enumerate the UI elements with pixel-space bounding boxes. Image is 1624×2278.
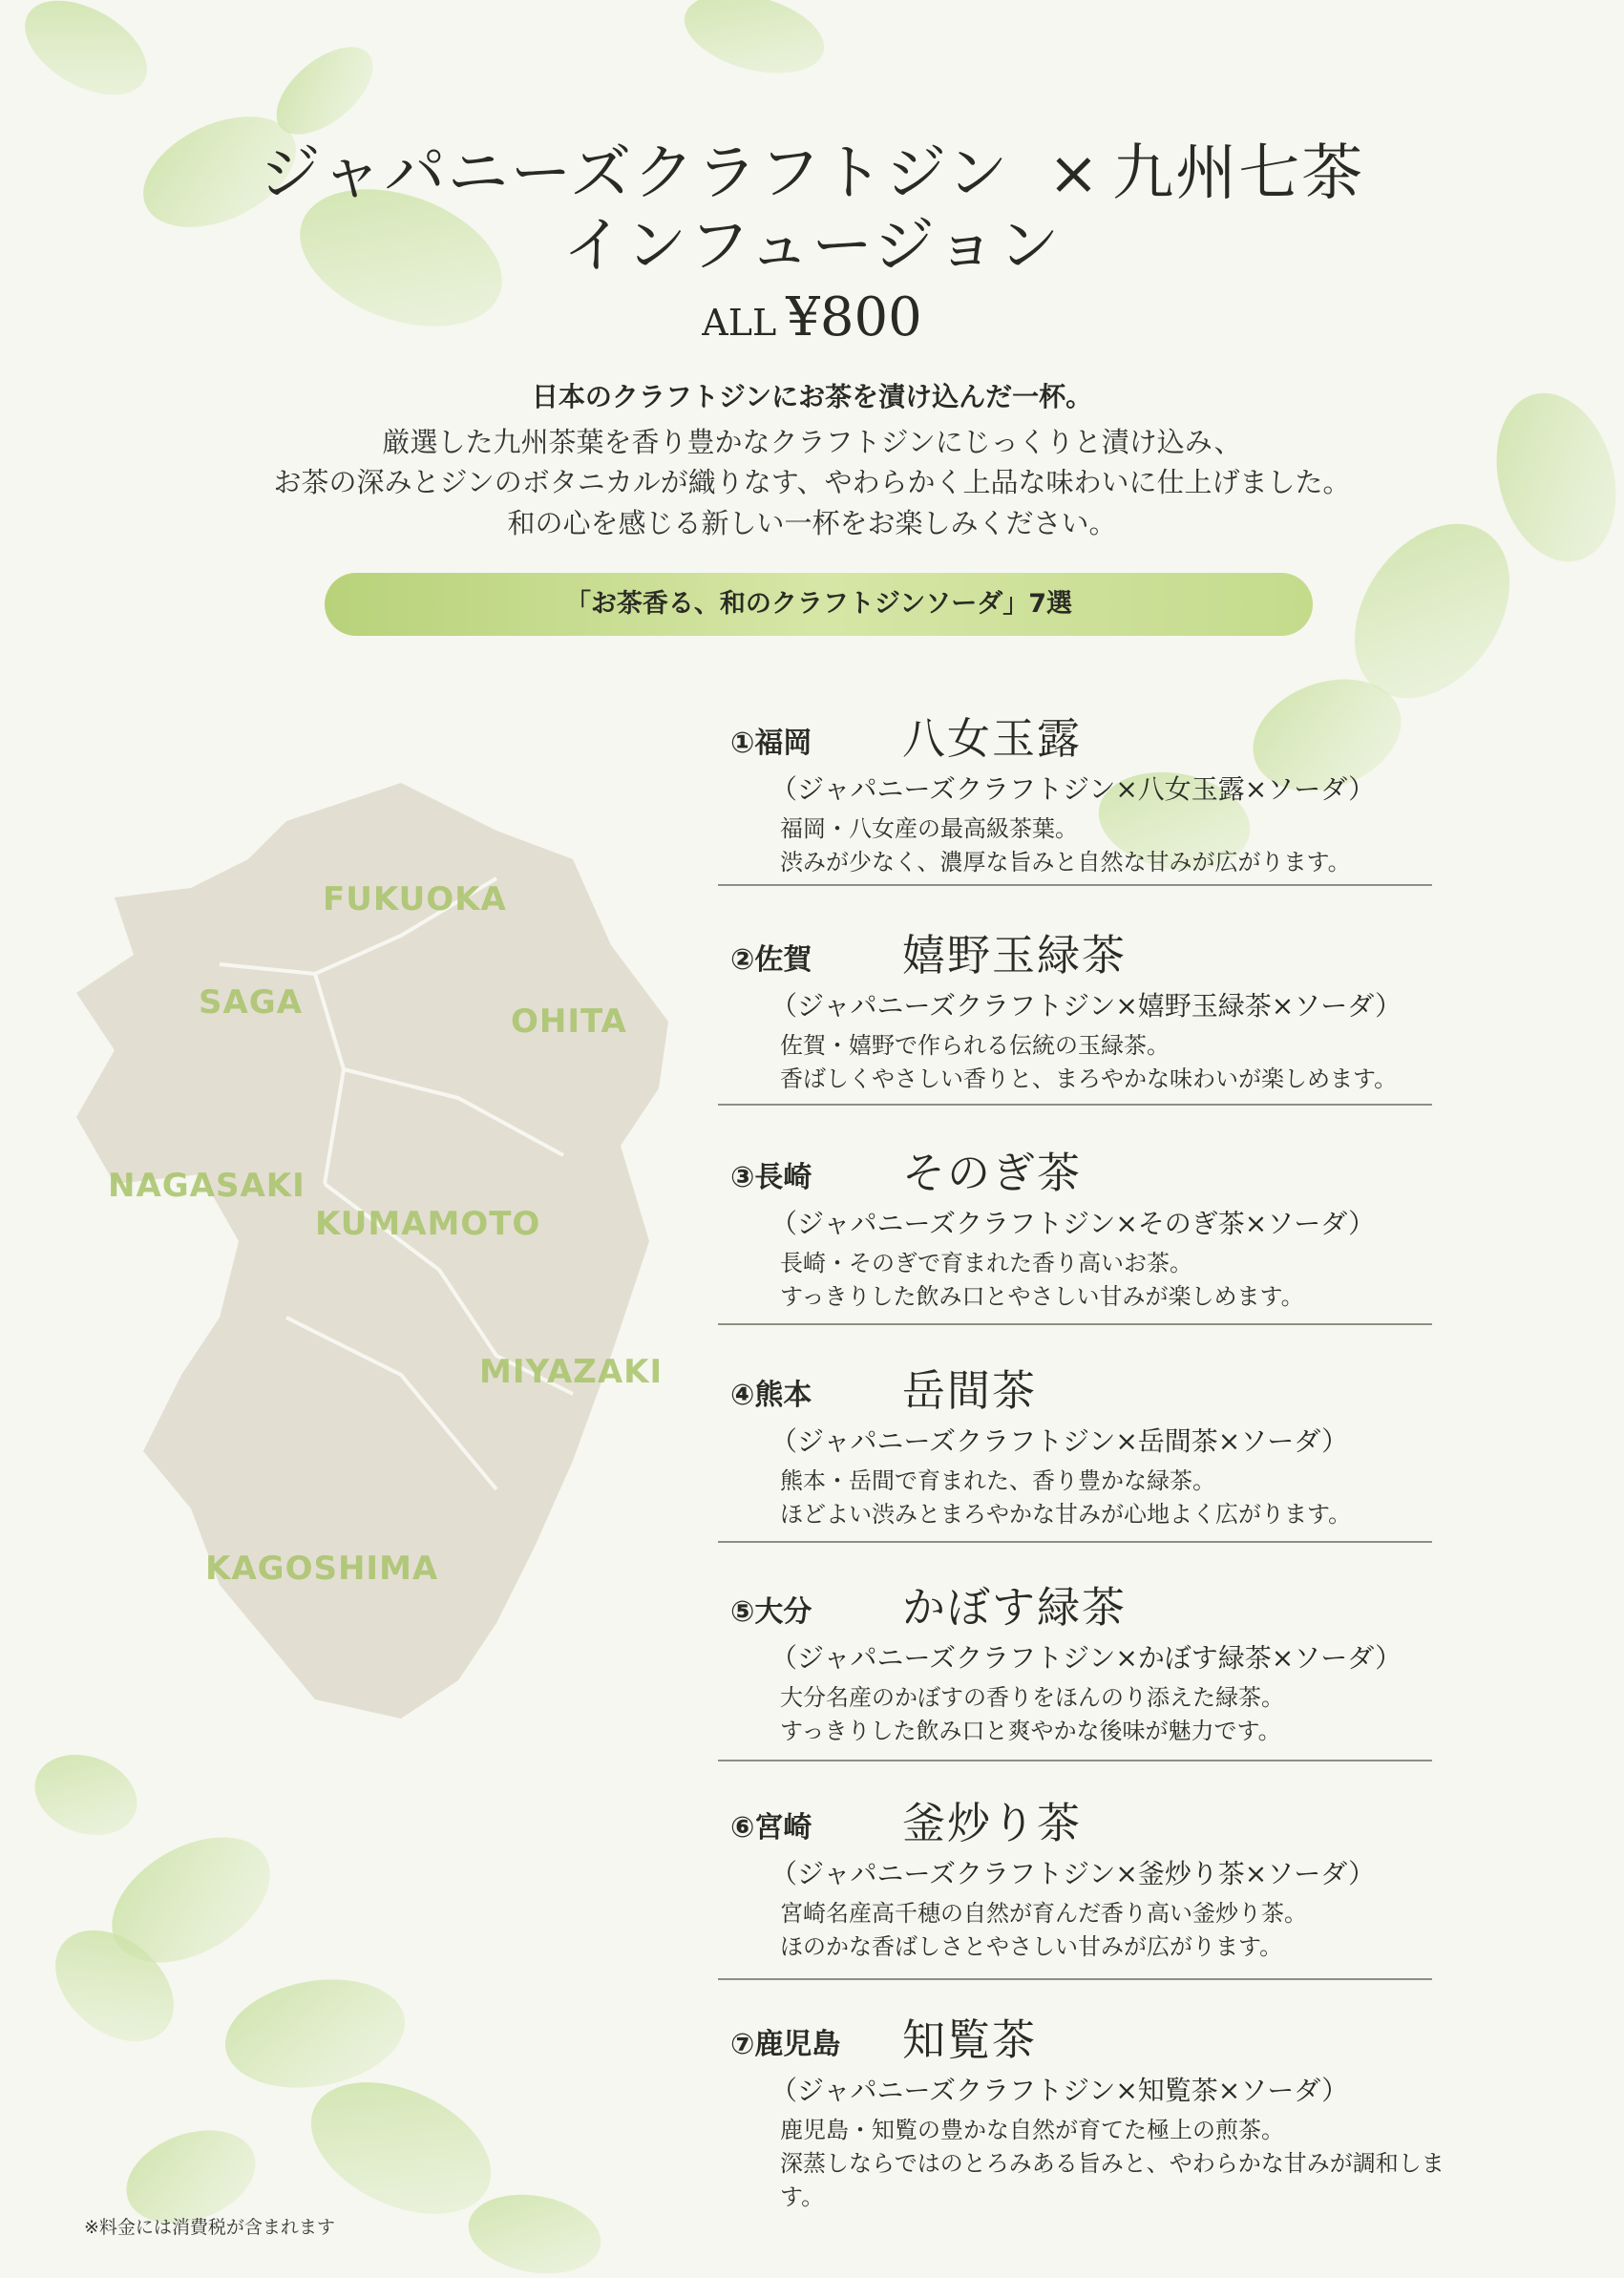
tax-footnote: ※料金には消費税が含まれます bbox=[84, 2217, 335, 2238]
item-desc-line: 宮崎名産高千穂の自然が育んだ香り高い釜炒り茶。 bbox=[780, 1900, 1307, 1927]
item-desc-line: 熊本・岳間で育まれた、香り豊かな緑茶。 bbox=[780, 1467, 1215, 1494]
intro-line: お茶の深みとジンのボタニカルが織りなす、やわらかく上品な味わいに仕上げました。 bbox=[273, 466, 1351, 498]
item-number-region: ⑥宮崎 bbox=[730, 1811, 812, 1845]
item-number-region: ⑦鹿児島 bbox=[730, 2028, 841, 2061]
item-recipe: （ジャパニーズクラフトジン×岳間茶×ソーダ） bbox=[770, 1425, 1349, 1457]
item-number-region: ③長崎 bbox=[730, 1161, 812, 1194]
item-recipe: （ジャパニーズクラフトジン×八女玉露×ソーダ） bbox=[770, 773, 1376, 805]
item-number-region: ②佐賀 bbox=[730, 943, 812, 977]
item-recipe: （ジャパニーズクラフトジン×知覧茶×ソーダ） bbox=[770, 2075, 1349, 2106]
map-label-nagasaki: NAGASAKI bbox=[108, 1167, 306, 1205]
item-name: 知覧茶 bbox=[902, 2014, 1038, 2065]
item-desc-line: 香ばしくやさしい香りと、まろやかな味わいが楽しめます。 bbox=[780, 1065, 1398, 1092]
item-name: 嬉野玉緑茶 bbox=[902, 930, 1128, 981]
map-label-kumamoto: KUMAMOTO bbox=[315, 1205, 541, 1243]
intro-line: 和の心を感じる新しい一杯をお楽しみください。 bbox=[507, 507, 1117, 539]
intro-line: 厳選した九州茶葉を香り豊かなクラフトジンにじっくりと漬け込み、 bbox=[382, 426, 1242, 458]
menu-item bbox=[730, 702, 1456, 879]
item-recipe: （ジャパニーズクラフトジン×釜炒り茶×ソーダ） bbox=[770, 1858, 1376, 1889]
item-desc-line: 佐賀・嬉野で作られる伝統の玉緑茶。 bbox=[780, 1032, 1170, 1059]
title-gin: ジャパニーズクラフトジン bbox=[259, 138, 1010, 209]
item-desc-line: 大分名産のかぼすの香りをほんのり添えた緑茶。 bbox=[780, 1684, 1284, 1711]
item-recipe: （ジャパニーズクラフトジン×嬉野玉緑茶×ソーダ） bbox=[770, 990, 1403, 1022]
item-name: 岳間茶 bbox=[902, 1365, 1038, 1416]
menu-item bbox=[730, 1571, 1456, 1748]
item-recipe: （ジャパニーズクラフトジン×かぼす緑茶×ソーダ） bbox=[770, 1642, 1403, 1674]
map-label-ohita: OHITA bbox=[511, 1002, 627, 1041]
item-name: 釜炒り茶 bbox=[902, 1798, 1083, 1848]
item-desc-line: 鹿児島・知覧の豊かな自然が育てた極上の煎茶。 bbox=[780, 2117, 1284, 2143]
divider bbox=[718, 1978, 1432, 1980]
item-description bbox=[780, 1897, 1456, 1964]
title-cross: × bbox=[1047, 138, 1102, 209]
item-description bbox=[780, 1681, 1456, 1748]
divider bbox=[718, 1104, 1432, 1106]
divider bbox=[718, 1760, 1432, 1761]
item-number-region: ⑤大分 bbox=[730, 1595, 812, 1629]
item-description bbox=[780, 1465, 1456, 1531]
divider bbox=[718, 1541, 1432, 1543]
item-desc-line: 長崎・そのぎで育まれた香り高いお茶。 bbox=[780, 1250, 1192, 1276]
item-number-region: ④熊本 bbox=[730, 1379, 812, 1412]
item-name: そのぎ茶 bbox=[902, 1148, 1083, 1198]
section-banner: 「お茶香る、和のクラフトジンソーダ」7選 bbox=[325, 573, 1313, 636]
item-desc-line: 渋みが少なく、濃厚な旨みと自然な甘みが広がります。 bbox=[780, 849, 1351, 875]
title-tea: 九州七茶 bbox=[1112, 138, 1365, 209]
menu-title-line2: インフュージョン bbox=[562, 211, 1062, 282]
item-recipe: （ジャパニーズクラフトジン×そのぎ茶×ソーダ） bbox=[770, 1208, 1376, 1239]
menu-item bbox=[730, 1786, 1456, 1964]
menu-item bbox=[730, 918, 1456, 1096]
item-number-region: ①福岡 bbox=[730, 727, 812, 760]
menu-item bbox=[730, 1354, 1456, 1531]
item-description bbox=[780, 2114, 1456, 2214]
map-label-kagoshima: KAGOSHIMA bbox=[205, 1550, 439, 1588]
divider bbox=[718, 1323, 1432, 1325]
map-label-miyazaki: MIYAZAKI bbox=[479, 1353, 664, 1391]
price bbox=[0, 286, 1624, 348]
map-label-saga: SAGA bbox=[199, 983, 304, 1022]
tagline: 日本のクラフトジンにお茶を漬け込んだ一杯。 bbox=[531, 381, 1093, 412]
item-desc-line: すっきりした飲み口とやさしい甘みが楽しめます。 bbox=[780, 1283, 1304, 1310]
item-description bbox=[780, 1029, 1456, 1096]
menu-item bbox=[730, 1136, 1456, 1314]
item-desc-line: ほどよい渋みとまろやかな甘みが心地よく広がります。 bbox=[780, 1501, 1352, 1528]
item-name: かぼす緑茶 bbox=[902, 1582, 1128, 1633]
item-name: 八女玉露 bbox=[902, 713, 1083, 764]
leaf-decoration-bottom bbox=[24, 1741, 607, 2278]
item-desc-line: 福岡・八女産の最高級茶葉。 bbox=[780, 815, 1078, 842]
item-desc-line: すっきりした飲み口と爽やかな後味が魅力です。 bbox=[780, 1718, 1281, 1744]
menu-item bbox=[730, 2003, 1456, 2214]
price-value: ¥800 bbox=[786, 286, 922, 348]
item-desc-line: ほのかな香ばしさとやさしい甘みが広がります。 bbox=[780, 1933, 1283, 1960]
divider bbox=[718, 884, 1432, 886]
map-label-fukuoka: FUKUOKA bbox=[323, 880, 507, 918]
item-desc-line: 深蒸しならではのとろみある旨みと、やわらかな甘みが調和します。 bbox=[780, 2150, 1445, 2210]
item-description bbox=[780, 812, 1456, 879]
item-description bbox=[780, 1247, 1456, 1314]
price-prefix: ALL bbox=[702, 302, 777, 344]
